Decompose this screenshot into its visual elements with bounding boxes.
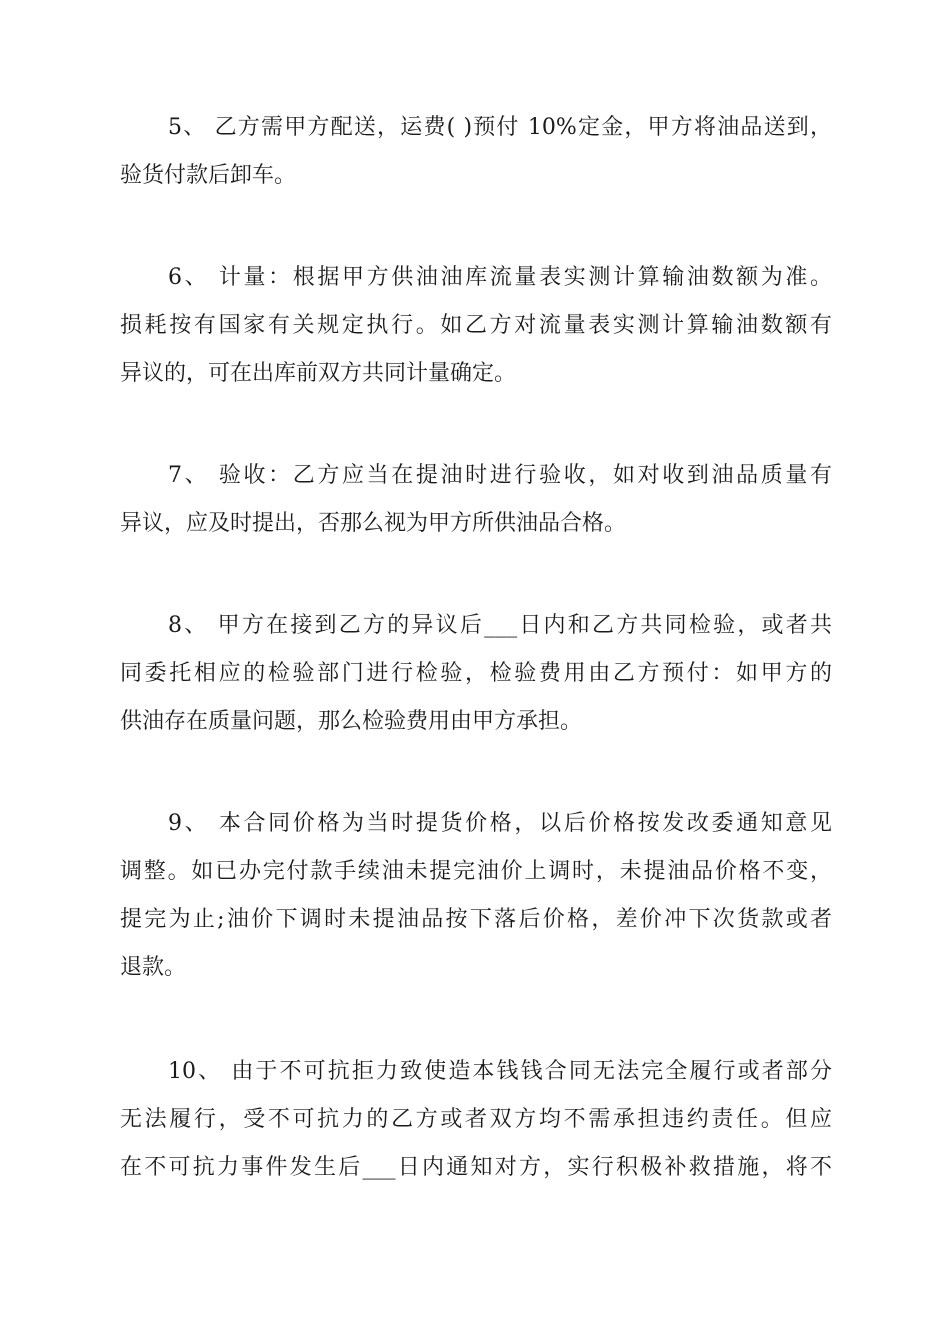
clause-line: 验货付款后卸车。 bbox=[120, 163, 297, 188]
clause-line: 异议，应及时提出，否那么视为甲方所供油品合格。 bbox=[120, 511, 627, 536]
clause-6 bbox=[120, 254, 832, 398]
clause-line: 同委托相应的检验部门进行检验，检验费用由乙方预付：如甲方的 bbox=[120, 661, 832, 686]
clause-line: 8、 甲方在接到乙方的异议后___日内和乙方共同检验，或者共 bbox=[168, 613, 832, 638]
clause-line: 调整。如已办完付款手续油未提完油价上调时，未提油品价格不变， bbox=[120, 859, 832, 884]
clause-line: 无法履行，受不可抗力的乙方或者双方均不需承担违约责任。但应 bbox=[120, 1107, 832, 1132]
clause-line: 10、 由于不可抗拒力致使造本钱钱合同无法完全履行或者部分 bbox=[168, 1059, 832, 1084]
clause-line: 异议的，可在出库前双方共同计量确定。 bbox=[120, 361, 517, 386]
clause-8 bbox=[120, 602, 832, 746]
clause-line: 提完为止;油价下调时未提油品按下落后价格，差价冲下次货款或者 bbox=[120, 907, 832, 932]
clause-7 bbox=[120, 452, 832, 548]
clause-line: 损耗按有国家有关规定执行。如乙方对流量表实测计算输油数额有 bbox=[120, 313, 832, 338]
clause-line: 退款。 bbox=[120, 955, 187, 980]
clause-5 bbox=[120, 104, 832, 200]
clause-line: 6、 计量：根据甲方供油油库流量表实测计算输油数额为准。 bbox=[168, 265, 832, 290]
clause-line: 5、 乙方需甲方配送，运费( )预付 10%定金，甲方将油品送到， bbox=[168, 115, 832, 140]
clause-line: 在不可抗力事件发生后___日内通知对方，实行积极补救措施，将不 bbox=[120, 1155, 832, 1180]
clause-line: 供油存在质量问题，那么检验费用由甲方承担。 bbox=[120, 709, 583, 734]
clause-9 bbox=[120, 800, 832, 992]
clause-10 bbox=[120, 1048, 832, 1192]
clause-line: 7、 验收：乙方应当在提油时进行验收，如对收到油品质量有 bbox=[168, 463, 832, 488]
clause-line: 9、 本合同价格为当时提货价格，以后价格按发改委通知意见 bbox=[168, 811, 832, 836]
